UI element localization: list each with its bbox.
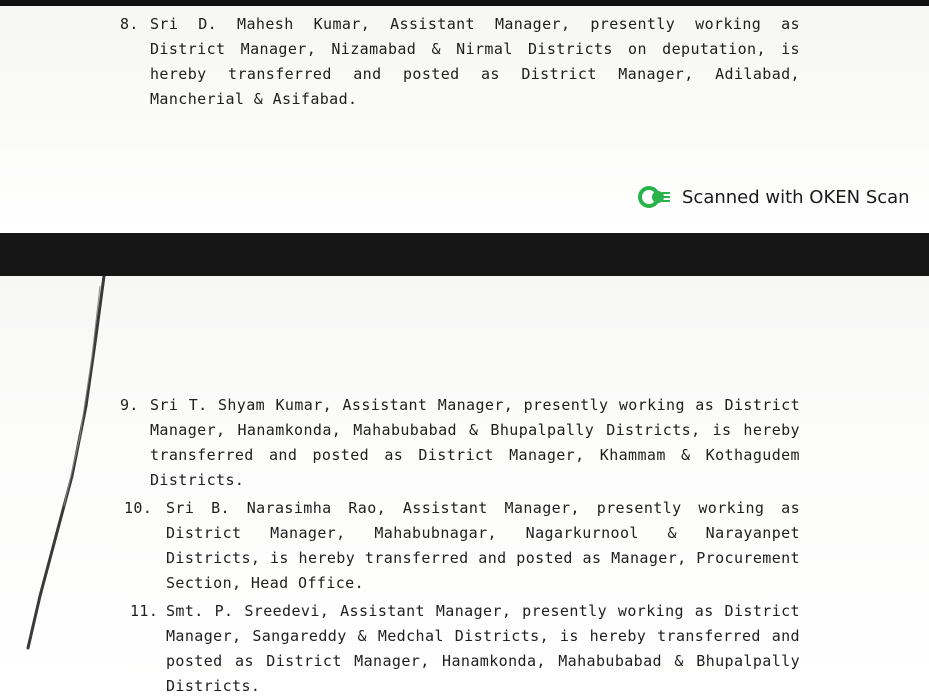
item-number: 11. bbox=[130, 602, 159, 620]
scanner-label: Scanned with OKEN Scan bbox=[682, 186, 910, 208]
item-number: 10. bbox=[124, 499, 153, 517]
item-text: Sri B. Narasimha Rao, Assistant Manager, presently working as District Manager, Mahabubnagar, Nagarkurnool & Narayanpet Districts, is hereby transferred and posted as Manager, Procurement Section, Head Office. bbox=[166, 499, 800, 592]
document-page-top bbox=[0, 0, 929, 233]
page-divider-bar bbox=[0, 233, 929, 276]
item-text: Sri D. Mahesh Kumar, Assistant Manager, presently working as District Manager, Nizamabad & Nirmal Districts on deputation, is hereby transferred and posted as District Manager, Adilabad, Mancherial & Asifabad. bbox=[150, 15, 800, 108]
oken-logo-icon bbox=[638, 186, 672, 208]
list-item bbox=[120, 393, 800, 493]
item-text: Sri T. Shyam Kumar, Assistant Manager, presently working as District Manager, Hanamkonda, Mahabubabad & Bhupalpally Districts, is hereby transferred and posted as District Manager, Khammam & Kothagudem Districts. bbox=[150, 396, 800, 489]
item-number: 8. bbox=[120, 15, 139, 33]
list-item bbox=[124, 496, 800, 596]
list-item bbox=[120, 12, 800, 112]
item-number: 9. bbox=[120, 396, 139, 414]
list-item bbox=[130, 599, 800, 697]
top-edge-strip bbox=[0, 0, 929, 6]
scanner-watermark bbox=[638, 184, 929, 210]
item-text: Smt. P. Sreedevi, Assistant Manager, presently working as District Manager, Sangareddy & Medchal Districts, is hereby transferred and posted as District Manager, Hanamkonda, Mahabubabad & Bhupalpally Districts. bbox=[166, 602, 800, 695]
pen-margin-line bbox=[0, 276, 120, 697]
document-page-bottom bbox=[0, 276, 929, 697]
